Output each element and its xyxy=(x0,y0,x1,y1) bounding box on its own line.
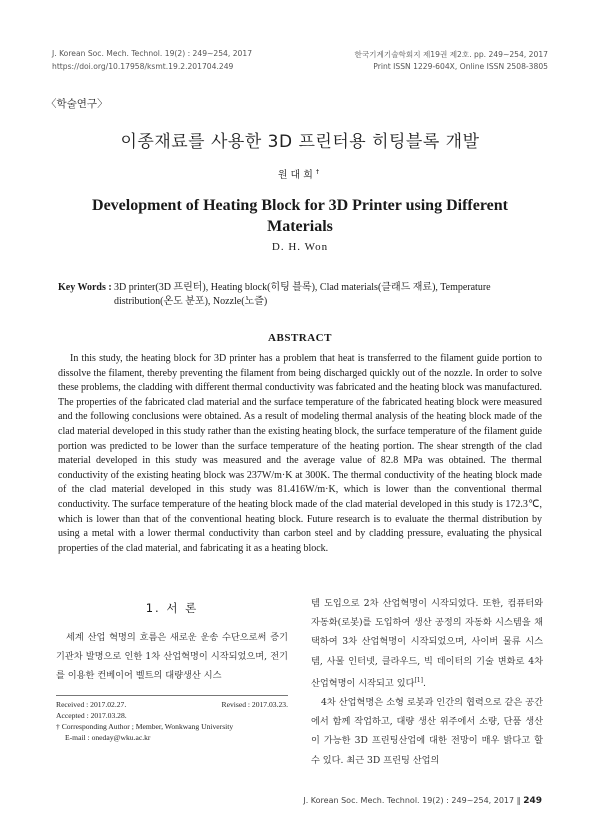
page-footer xyxy=(303,796,542,806)
reference-citation[interactable]: [1] xyxy=(414,676,423,684)
english-author: D. H. Won xyxy=(271,241,329,253)
footnote-divider xyxy=(56,695,288,696)
revised-date: Revised : 2017.03.23. xyxy=(221,700,288,709)
keywords-label: Key Words : xyxy=(58,282,112,293)
body-right-paragraph-2: 4차 산업혁명은 소형 로봇과 인간의 협력으로 같은 공간에서 함께 작업하고, 대량 생산 위주에서 소량, 단품 생산이 가능한 3D 프린팅산업에 대한 전망이 매우 밝다고 할 수 있다. 최근 3D 프린팅 산업의 xyxy=(311,697,543,766)
received-date: Received : 2017.02.27. xyxy=(56,700,127,709)
page-number: 249 xyxy=(523,796,542,806)
english-title: Development of Heating Block for 3D Printer using Different Materials xyxy=(92,197,508,235)
abstract-title: ABSTRACT xyxy=(268,332,332,344)
article-category: 〈학술연구〉 xyxy=(46,98,108,110)
header-journal-citation: J. Korean Soc. Mech. Technol. 19(2) : 249~254, 2017 xyxy=(52,49,253,58)
body-left-paragraph: 세계 산업 혁명의 흐름은 새로운 운송 수단으로써 증기기관차 발명으로 인한 1차 산업혁명이 시작되었으며, 전기를 이용한 컨베이어 벨트의 대량생산 시스 xyxy=(56,632,288,682)
korean-title: 이종재료를 사용한 3D 프린터용 히팅블록 개발 xyxy=(120,132,480,152)
corresponding-author: † Corresponding Author ; Member, Wonkwang University xyxy=(56,722,234,731)
abstract-text: In this study, the heating block for 3D printer has a problem that heat is transferred to the filament guide portion to dissolve the filament, thereby preventing the filament from being discharged quickly out of the nozzle. In order to solve these problems, the cladding with different thermal conductivity was fabricated and the heating block was manufactured. The properties of the fabricated clad material and the surface temperature of the fabricated heating block were measured and the following conclusions were obtained. As a result of modeling thermal analysis of the heating block made of the clad material developed in this study rather than the existing heating block, the surface temperature of the filament guide portion was predicted to be lower than the surface temperature of the heating portion. The shear strength of the clad material developed in this study was measured and the average value of 82.8 MPa was obtained. The thermal conductivity of the existing heating block was 237W/m·K at 300K. The thermal conductivity of the heating block made of the clad material developed in this study was 81.416W/m·K, which is lower than the conventional thermal conductivity. The surface temperature of the heating block made of the clad material developed in this study is 172.3℃, which is lower than that of the conventional heating block. Future research is to evaluate the thermal distribution by using a metal with a lower thermal conductivity than carbon steel and by cladding pressure, evaluating the physical properties of the clad material, and fabricating it as a heating block. xyxy=(58,353,542,554)
section-title-introduction: 1. 서 론 xyxy=(145,601,199,615)
header-issn: Print ISSN 1229-604X, Online ISSN 2508-3805 xyxy=(373,62,548,71)
footnotes xyxy=(56,699,288,743)
body-right-paragraph-1 xyxy=(311,594,543,693)
footer-separator: ‖ xyxy=(516,796,521,805)
author-email: E-mail : oneday@wku.ac.kr xyxy=(65,733,151,742)
body-right-text-1: 템 도입으로 2차 산업혁명이 시작되었다. 또한, 컴퓨터와 자동화(로봇)를 도입하여 생산 공정의 자동화 시스템을 채택하여 3차 산업혁명이 시작되었으며, 사이버 물류 시스템, 사물 인터넷, 클라우드, 빅 데이터의 기술 변화로 4차 산업혁명이 시작되고 있다 xyxy=(311,598,543,689)
accepted-date: Accepted : 2017.03.28. xyxy=(56,711,127,720)
body-right-text-1-end: . xyxy=(422,677,426,689)
footer-journal-citation: J. Korean Soc. Mech. Technol. 19(2) : 249~254, 2017 xyxy=(303,796,515,805)
header-journal-citation-ko: 한국기계기술학회지 제19권 제2호. pp. 249~254, 2017 xyxy=(354,50,548,59)
keywords-text: 3D printer(3D 프린터), Heating block(히팅 블록), Clad materials(클래드 재료), Temperature distribution(온도 분포), Nozzle(노즐) xyxy=(114,282,491,307)
header-doi-link[interactable]: https://doi.org/10.17958/ksmt.19.2.201704.249 xyxy=(52,62,234,71)
korean-author-name: 원대희 xyxy=(277,170,316,181)
keywords-block xyxy=(58,281,548,309)
korean-author xyxy=(0,166,600,181)
body-right-column xyxy=(311,594,543,770)
corresponding-mark: † xyxy=(315,167,323,176)
